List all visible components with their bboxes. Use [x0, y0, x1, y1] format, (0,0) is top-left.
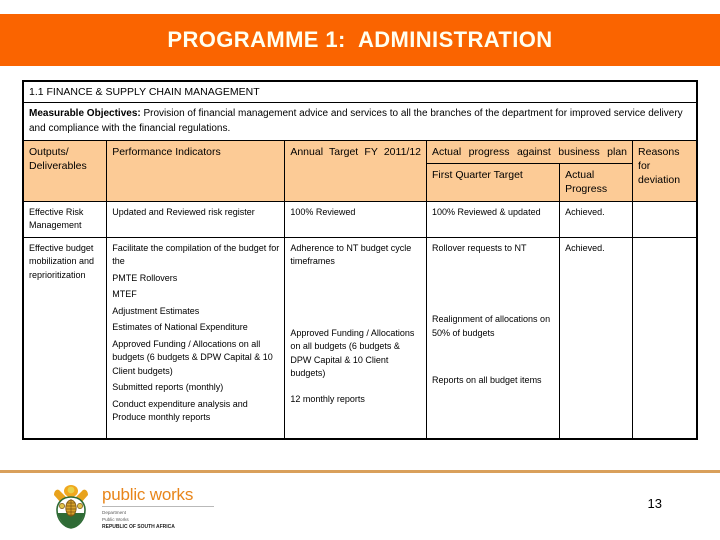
slide-footer [0, 478, 720, 540]
column-header-actual-progress-group: Actual progress against business plan [427, 141, 633, 164]
logo-sub-line-publicworks: Public Works [102, 516, 129, 522]
indicator-line: Facilitate the compilation of the budget for the [112, 242, 280, 267]
table-row [23, 237, 697, 439]
logo-divider [102, 506, 214, 507]
indicator-line: Adjustment Estimates [112, 305, 200, 316]
cell-indicators [107, 237, 285, 439]
top-white-strip [0, 0, 720, 14]
section-heading: 1.1 FINANCE & SUPPLY CHAIN MANAGEMENT [23, 81, 697, 103]
logo-wordmark: public works [102, 485, 194, 504]
logo-sub-line-department: Department [102, 510, 127, 515]
content-table-wrapper [22, 80, 698, 440]
measurable-objectives-row [23, 103, 697, 141]
cell-first-quarter-target: 100% Reviewed & updated [427, 201, 560, 237]
first-quarter-line: Rollover requests to NT [432, 242, 527, 253]
column-header-outputs: Outputs/ Deliverables [23, 141, 107, 202]
south-africa-coat-of-arms-icon [48, 482, 94, 530]
cell-reasons [633, 201, 697, 237]
logo-department-lines [102, 510, 214, 531]
cell-first-quarter-target [427, 237, 560, 439]
cell-indicators: Updated and Reviewed risk register [107, 201, 285, 237]
programme-table [22, 80, 698, 440]
cell-actual-progress: Achieved. [560, 237, 633, 439]
first-quarter-line: Realignment of allocations on 50% of budgets [432, 314, 551, 338]
indicator-line: PMTE Rollovers [112, 272, 178, 283]
column-header-first-quarter-target: First Quarter Target [427, 164, 560, 201]
column-header-annual-target: Annual Target FY 2011/12 [285, 141, 427, 202]
public-works-logo [48, 482, 214, 531]
indicator-line: Conduct expenditure analysis and Produce monthly reports [112, 398, 248, 423]
indicator-line: Approved Funding / Allocations on all budgets (6 budgets & DPW Capital & 10 Client budgets) [112, 338, 273, 376]
page-number: 13 [647, 496, 662, 511]
column-header-reasons: Reasons for deviation [633, 141, 697, 202]
cell-actual-progress: Achieved. [560, 201, 633, 237]
page-title: PROGRAMME 1: ADMINISTRATION [167, 27, 553, 52]
column-header-indicators: Performance Indicators [107, 141, 285, 202]
slide-banner [0, 14, 720, 66]
cell-outputs: Effective budget mobilization and reprioritization [23, 237, 107, 439]
table-header-row [23, 141, 697, 164]
cell-annual-target: 100% Reviewed [285, 201, 427, 237]
indicator-line: Estimates of National Expenditure [112, 322, 248, 333]
logo-text-block [102, 482, 214, 531]
cell-annual-target [285, 237, 427, 439]
indicator-line: Submitted reports (monthly) [112, 382, 224, 393]
section-heading-row [23, 81, 697, 103]
measurable-objectives-label: Measurable Objectives: [29, 108, 141, 119]
cell-outputs: Effective Risk Management [23, 201, 107, 237]
table-row [23, 201, 697, 237]
measurable-objectives-cell [23, 103, 697, 141]
first-quarter-line: Reports on all budget items [432, 375, 542, 386]
column-header-actual-progress: Actual Progress [560, 164, 633, 201]
annual-target-line: Approved Funding / Allocations on all budgets (6 budgets & DPW Capital & 10 Client budgets) [290, 327, 415, 379]
cell-reasons [633, 237, 697, 439]
indicator-line: MTEF [112, 289, 137, 300]
annual-target-line: 12 monthly reports [290, 393, 365, 404]
footer-divider [0, 470, 720, 473]
annual-target-line: Adherence to NT budget cycle timeframes [290, 242, 412, 267]
logo-sub-line-republic: REPUBLIC OF SOUTH AFRICA [102, 523, 175, 530]
measurable-objectives-text: Provision of financial management advice and services to all the branches of the department for improved service delivery and compliance with the financial regulations. [29, 108, 683, 134]
